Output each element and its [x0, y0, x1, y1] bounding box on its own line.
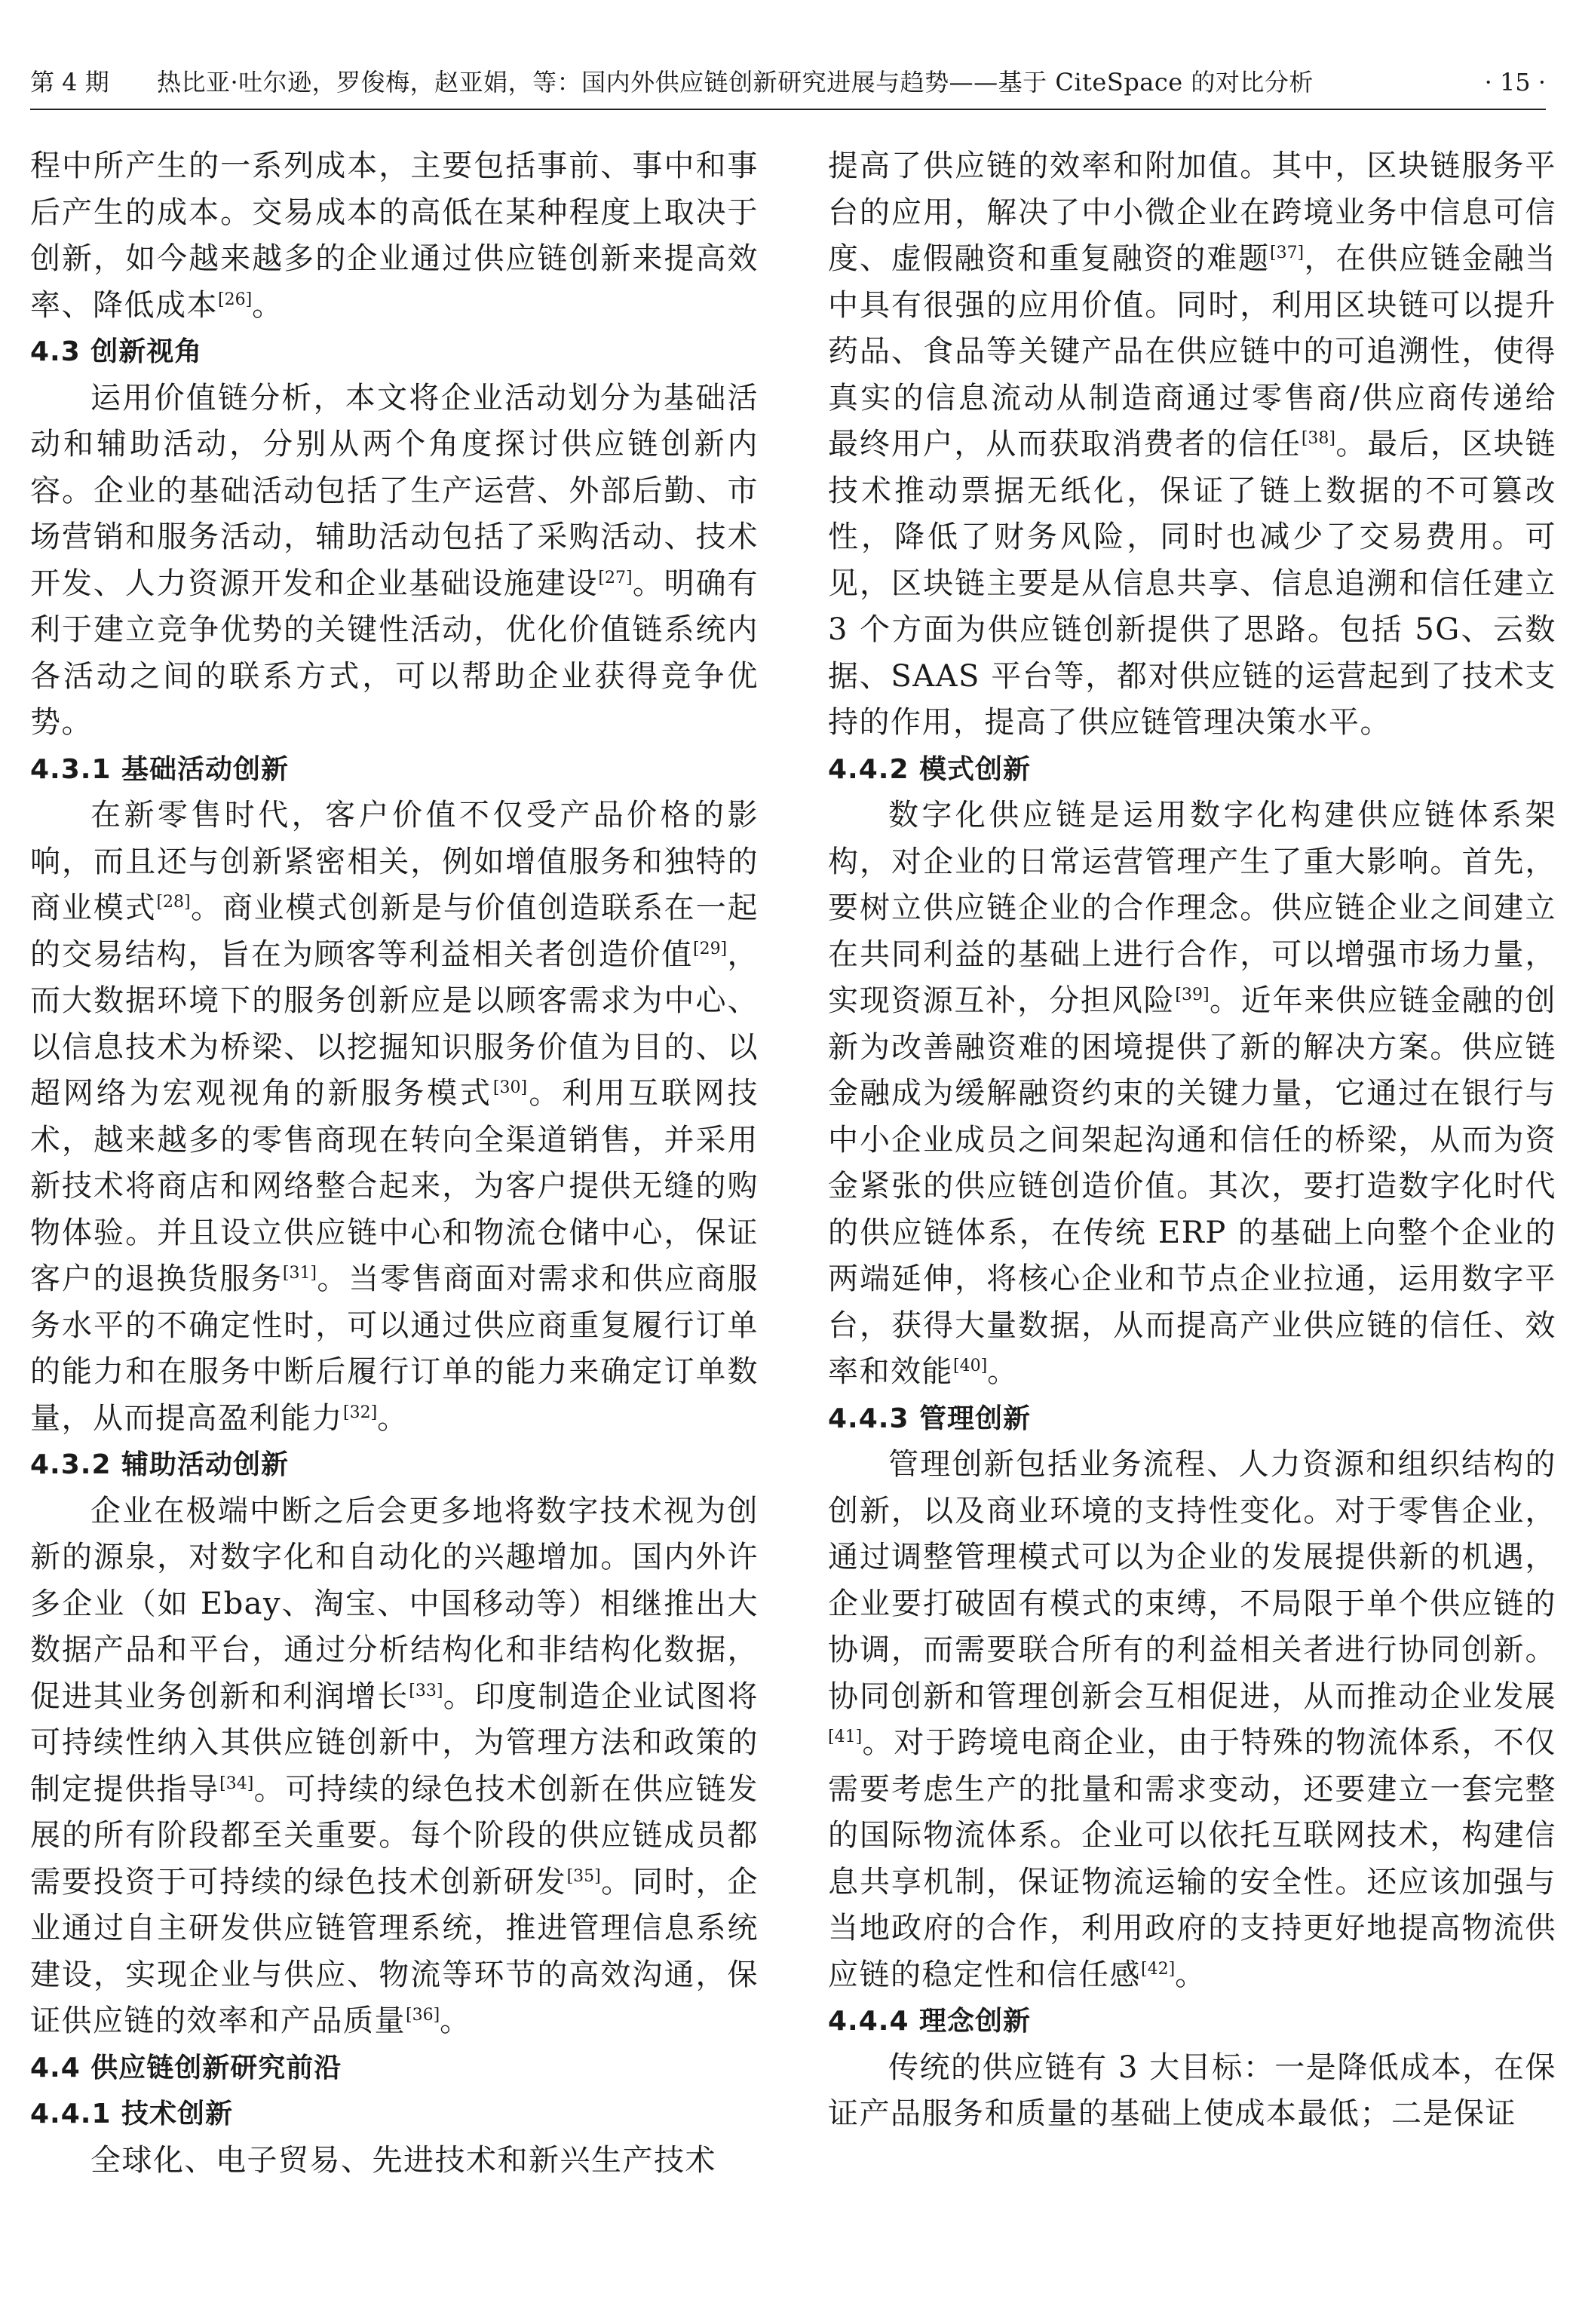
- citation-ref: [38]: [1301, 429, 1336, 448]
- right-column: [828, 143, 1556, 2138]
- section-heading: 4.4.1 技术创新: [30, 2099, 234, 2129]
- paragraph-text: 运用价值链分析，本文将企业活动划分为基础活动和辅助活动，分别从两个角度探讨供应链创新内容。企业的基础活动包括了生产运营、外部后勤、市场营销和服务活动，辅助活动包括了采购活动、技术开发、人力资源开发和企业基础设施建设: [30, 380, 759, 601]
- page-number: · 15 ·: [1484, 68, 1546, 97]
- paragraph-text: 。: [377, 1400, 409, 1436]
- paragraph-text: 。: [252, 287, 284, 323]
- section-heading: 4.3.1 基础活动创新: [30, 753, 290, 785]
- citation-ref: [32]: [343, 1403, 378, 1422]
- citation-ref: [28]: [156, 893, 191, 912]
- paragraph-text: 管理创新包括业务流程、人力资源和组织结构的创新，以及商业环境的支持性变化。对于零售企业，通过调整管理模式可以为企业的发展提供新的机遇，企业要打破固有模式的束缚，不局限于单个供应链的协调，而需要联合所有的利益相关者进行协同创新。协同创新和管理创新会互相促进，从而推动企业发展: [828, 1447, 1556, 1714]
- citation-ref: [35]: [566, 1866, 601, 1886]
- paragraph-text: 。: [1175, 1957, 1207, 1992]
- citation-ref: [41]: [828, 1728, 863, 1746]
- paragraph-text: ，而大数据环境下的服务创新应是以顾客需求为中心、以信息技术为桥梁、以挖掘知识服务价值为目的、以超网络为宏观视角的新服务模式: [30, 937, 759, 1111]
- citation-ref: [40]: [953, 1357, 988, 1375]
- citation-ref: [33]: [409, 1681, 443, 1700]
- citation-ref: [31]: [282, 1264, 317, 1283]
- citation-ref: [34]: [219, 1774, 254, 1793]
- paragraph-text: 。近年来供应链金融的创新为改善融资难的困境提供了新的解决方案。供应链金融成为缓解融资约束的关键力量，它通过在银行与中小企业成员之间架起沟通和信任的桥梁，从而为资金紧张的供应链创造价值。其次，要打造数字化时代的供应链体系，在传统 ERP 的基础上向整个企业的两端延伸，将核心企业和节点企业拉通，运用数字平台，获得大量数据，从而提高产业供应链的信任、效率和效能: [828, 983, 1557, 1389]
- paragraph-text: 。对于跨境电商企业，由于特殊的物流体系，不仅需要考虑生产的批量和需求变动，还要建立一套完整的国际物流体系。企业可以依托互联网技术，构建信息共享机制，保证物流运输的安全性。还应该加强与当地政府的合作，利用政府的支持更好地提高物流供应链的稳定性和信任感: [828, 1725, 1556, 1992]
- section-heading: 4.4 供应链创新研究前沿: [30, 2052, 342, 2083]
- paragraph-text: 。明确有利于建立竞争优势的关键性活动，优化价值链系统内各活动之间的联系方式，可以帮助企业获得竞争优势。: [30, 566, 759, 740]
- body-paragraph: [30, 376, 759, 747]
- running-header: [30, 65, 1546, 100]
- paragraph-text: 。: [987, 1354, 1019, 1389]
- section-heading: 4.4.3 管理创新: [828, 1403, 1032, 1434]
- left-column: [30, 143, 759, 2184]
- body-paragraph: [828, 1442, 1556, 1998]
- section-heading: 4.3.2 辅助活动创新: [30, 1449, 290, 1480]
- citation-ref: [30]: [492, 1078, 528, 1097]
- paragraph-text: 全球化、电子贸易、先进技术和新兴生产技术: [90, 2142, 716, 2178]
- paragraph-text: 。商业模式创新是与价值创造联系在一起的交易结构，旨在为顾客等利益相关者创造价值: [30, 891, 759, 972]
- citation-ref: [29]: [692, 939, 728, 958]
- running-title: 热比亚·吐尔逊，罗俊梅，赵亚娟，等：国内外供应链创新研究进展与趋势——基于 CiteSpace 的对比分析: [157, 68, 1314, 97]
- body-paragraph: [30, 2138, 759, 2184]
- citation-ref: [39]: [1175, 986, 1210, 1004]
- paragraph-text: 。: [440, 2004, 471, 2038]
- paragraph-text: 传统的供应链有 3 大目标：一是降低成本，在保证产品服务和质量的基础上使成本最低；二是保证: [828, 2050, 1556, 2131]
- section-heading: 4.4.4 理念创新: [828, 2006, 1032, 2037]
- body-paragraph: [828, 793, 1556, 1396]
- header-divider: [30, 109, 1546, 110]
- paragraph-text: 在新零售时代，客户价值不仅受产品价格的影响，而且还与创新紧密相关，例如增值服务和独特的商业模式: [30, 798, 759, 925]
- body-paragraph: [828, 143, 1556, 747]
- issue-number: 第 4 期: [30, 68, 109, 97]
- section-heading: 4.4.2 模式创新: [828, 753, 1032, 785]
- paragraph-text: 程中所产生的一系列成本，主要包括事前、事中和事后产生的成本。交易成本的高低在某种程度上取决于创新，如今越来越多的企业通过供应链创新来提高效率、降低成本: [30, 149, 759, 323]
- paragraph-text: 数字化供应链是运用数字化构建供应链体系架构，对企业的日常运营管理产生了重大影响。首先，要树立供应链企业的合作理念。供应链企业之间建立在共同利益的基础上进行合作，可以增强市场力量，实现资源互补，分担风险: [828, 798, 1556, 1018]
- citation-ref: [42]: [1141, 1959, 1176, 1979]
- paragraph-text: 。可持续的绿色技术创新在供应链发展的所有阶段都至关重要。每个阶段的供应链成员都需要投资于可持续的绿色技术创新研发: [30, 1771, 759, 1899]
- citation-ref: [27]: [598, 568, 633, 587]
- body-paragraph: [30, 1489, 759, 2045]
- section-heading: 4.3 创新视角: [30, 336, 203, 367]
- paragraph-text: ，在供应链金融当中具有很强的应用价值。同时，利用区块链可以提升药品、食品等关键产品在供应链中的可追溯性，使得真实的信息流动从制造商通过零售商/供应商传递给最终用户，从而获取消费者的信任: [828, 241, 1557, 461]
- paragraph-text: 提高了供应链的效率和附加值。其中，区块链服务平台的应用，解决了中小微企业在跨境业务中信息可信度、虚假融资和重复融资的难题: [828, 149, 1556, 276]
- body-paragraph: [828, 2045, 1556, 2138]
- body-paragraph: [30, 793, 759, 1442]
- citation-ref: [26]: [218, 290, 253, 309]
- citation-ref: [37]: [1269, 244, 1305, 262]
- citation-ref: [36]: [406, 2006, 440, 2025]
- paragraph-text: 。利用互联网技术，越来越多的零售商现在转向全渠道销售，并采用新技术将商店和网络整合起来，为客户提供无缝的购物体验。并且设立供应链中心和物流仓储中心，保证客户的退换货服务: [30, 1076, 759, 1296]
- paragraph-text: 。当零售商面对需求和供应商服务水平的不确定性时，可以通过供应商重复履行订单的能力和在服务中断后履行订单的能力来确定订单数量，从而提高盈利能力: [30, 1262, 759, 1436]
- body-paragraph: [30, 143, 759, 329]
- paragraph-text: 。最后，区块链技术推动票据无纸化，保证了链上数据的不可篡改性，降低了财务风险，同时也减少了交易费用。可见，区块链主要是从信息共享、信息追溯和信任建立 3 个方面为供应链创新提供了思路。包括 5G、云数据、SAAS 平台等，都对供应链的运营起到了技术支持的作用，提高了供应链管理决策水平。: [828, 427, 1557, 740]
- paragraph-text: 企业在极端中断之后会更多地将数字技术视为创新的源泉，对数字化和自动化的兴趣增加。国内外许多企业（如 Ebay、淘宝、中国移动等）相继推出大数据产品和平台，通过分析结构化和非结构化数据，促进其业务创新和利润增长: [30, 1493, 759, 1714]
- paragraph-text: 。同时，企业通过自主研发供应链管理系统，推进管理信息系统建设，实现企业与供应、物流等环节的高效沟通，保证供应链的效率和产品质量: [30, 1864, 759, 2038]
- paragraph-text: 。印度制造企业试图将可持续性纳入其供应链创新中，为管理方法和政策的制定提供指导: [30, 1679, 759, 1807]
